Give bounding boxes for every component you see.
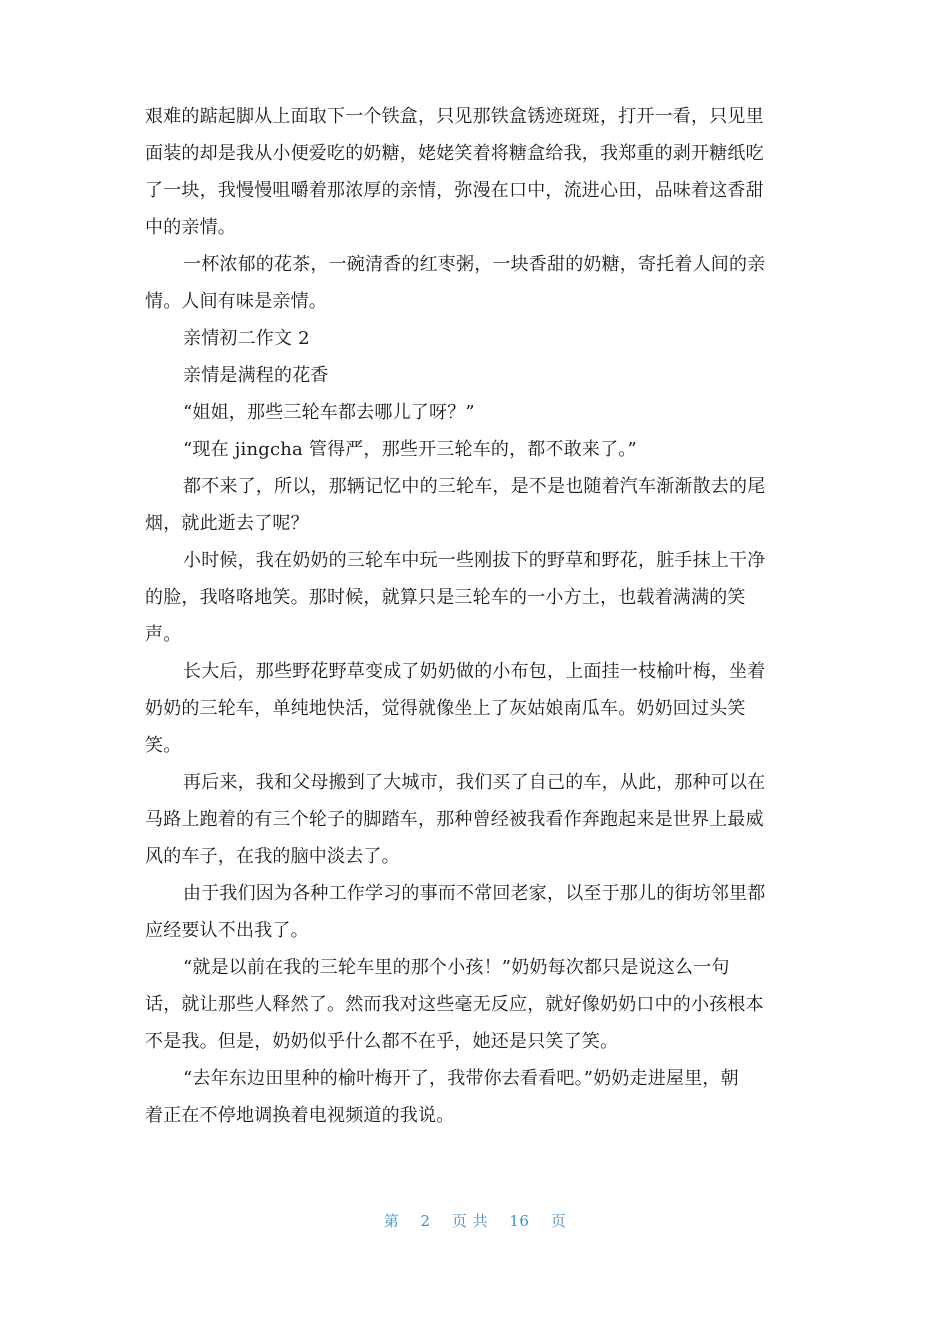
text-line: 都不来了，所以，那辆记忆中的三轮车，是不是也随着汽车渐渐散去的尾 — [183, 476, 766, 497]
text-line: 笑。 — [145, 735, 182, 756]
text-line: 应经要认不出我了。 — [145, 920, 309, 941]
text-line: 的脸，我咯咯地笑。那时候，就算只是三轮车的一小方土，也载着满满的笑 — [145, 587, 746, 608]
body-text — [145, 98, 805, 1134]
text-line: “现在 jingcha 管得严，那些开三轮车的，都不敢来了。” — [183, 439, 637, 460]
footer-total-pages: 16 — [509, 1212, 530, 1230]
text-line: 烟，就此逝去了呢？ — [145, 513, 309, 534]
text-line: 长大后，那些野花野草变成了奶奶做的小布包，上面挂一枝榆叶梅，坐着 — [183, 661, 766, 682]
text-line: 再后来，我和父母搬到了大城市，我们买了自己的车，从此，那种可以在 — [183, 772, 766, 793]
text-line: 风的车子，在我的脑中淡去了。 — [145, 846, 400, 867]
text-line: 由于我们因为各种工作学习的事而不常回老家，以至于那儿的街坊邻里都 — [183, 883, 766, 904]
footer-page-end-word: 页 — [550, 1212, 567, 1230]
text-line: “就是以前在我的三轮车里的那个小孩！”奶奶每次都只是说这么一句 — [183, 957, 730, 978]
text-line: 马路上跑着的有三个轮子的脚踏车，那种曾经被我看作奔跑起来是世界上最威 — [145, 809, 764, 830]
text-line: 不是我。但是，奶奶似乎什么都不在乎，她还是只笑了笑。 — [145, 1031, 619, 1052]
text-line: 着正在不停地调换着电视频道的我说。 — [145, 1105, 455, 1126]
text-line: 艰难的踮起脚从上面取下一个铁盒，只见那铁盒锈迹斑斑，打开一看，只见里 — [145, 106, 764, 127]
text-line: 一杯浓郁的花茶，一碗清香的红枣粥，一块香甜的奶糖，寄托着人间的亲 — [183, 254, 766, 275]
footer-page-total-word: 页 共 — [451, 1212, 489, 1230]
text-line: 亲情初二作文 2 — [183, 328, 310, 349]
footer-page-word: 第 — [383, 1212, 400, 1230]
footer-current-page: 2 — [420, 1212, 431, 1230]
text-line: 话，就让那些人释然了。然而我对这些毫无反应，就好像奶奶口中的小孩根本 — [145, 994, 764, 1015]
text-line: 小时候，我在奶奶的三轮车中玩一些刚拔下的野草和野花，脏手抹上干净 — [183, 550, 766, 571]
text-line: 面装的却是我从小便爱吃的奶糖，姥姥笑着将糖盒给我，我郑重的剥开糖纸吃 — [145, 143, 764, 164]
page-footer — [0, 1210, 950, 1231]
text-line: “姐姐，那些三轮车都去哪儿了呀？” — [183, 402, 475, 423]
text-line: 亲情是满程的花香 — [183, 365, 329, 386]
text-line: 声。 — [145, 624, 182, 645]
text-line: “去年东边田里种的榆叶梅开了，我带你去看看吧。”奶奶走进屋里，朝 — [183, 1068, 739, 1089]
text-line: 情。人间有味是亲情。 — [145, 291, 327, 312]
text-line: 了一块，我慢慢咀嚼着那浓厚的亲情，弥漫在口中，流进心田，品味着这香甜 — [145, 180, 764, 201]
text-line: 奶奶的三轮车，单纯地快活，觉得就像坐上了灰姑娘南瓜车。奶奶回过头笑 — [145, 698, 746, 719]
text-line: 中的亲情。 — [145, 217, 236, 238]
